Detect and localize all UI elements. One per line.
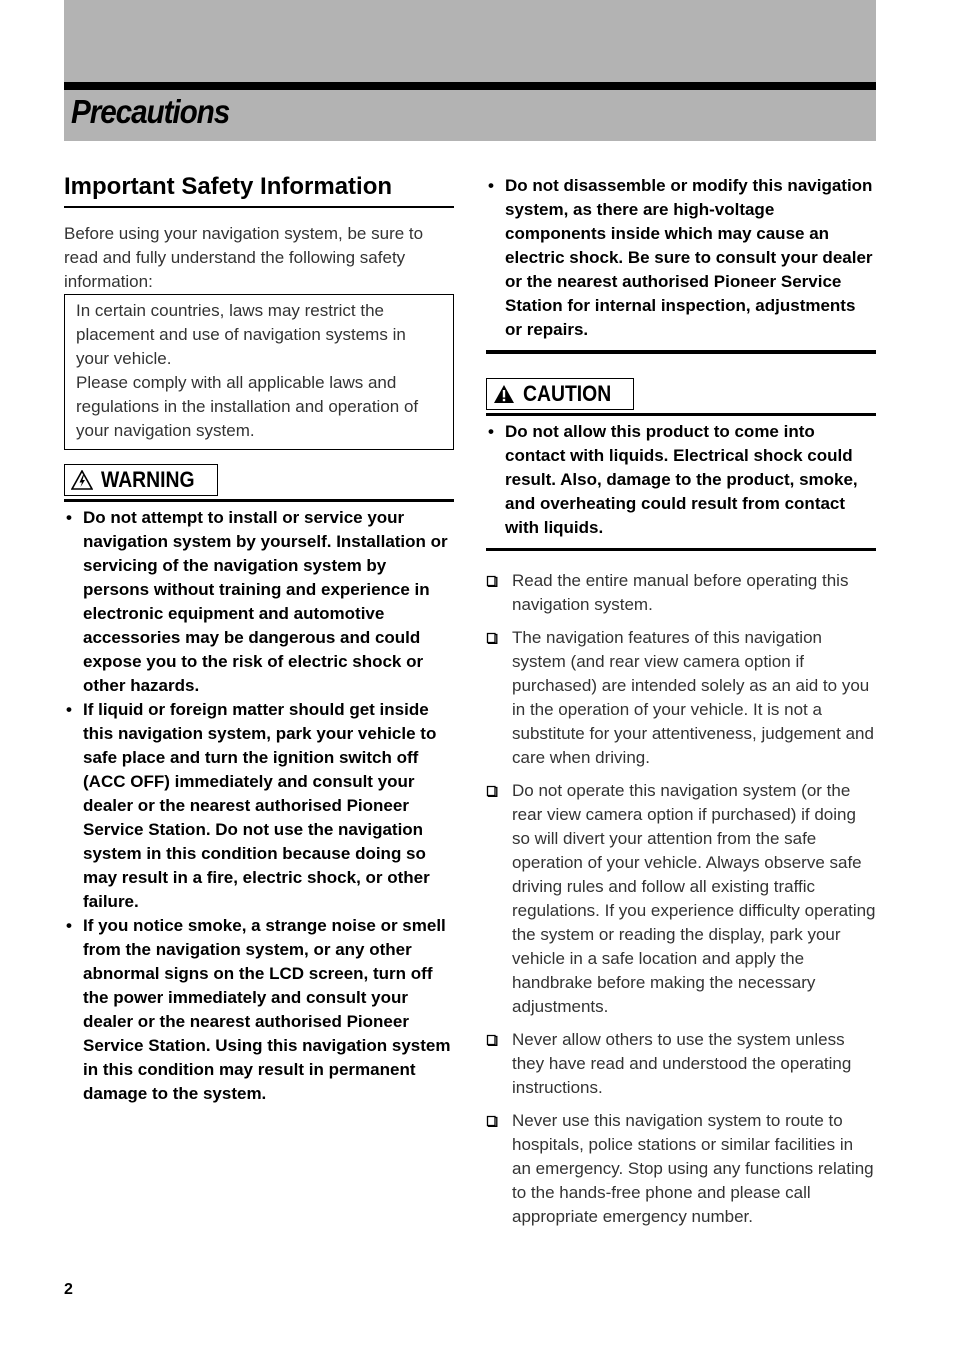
caution-item xyxy=(486,420,876,540)
notice-box xyxy=(64,294,454,450)
warning-item xyxy=(64,914,454,1106)
notes-list xyxy=(486,569,876,1229)
warning-item xyxy=(64,698,454,914)
page-number: 2 xyxy=(64,1281,73,1298)
note-text: Never use this navigation system to route to hospitals, police stations or similar facilities in an emergency. Stop using any functions relating to the hands-free phone and please call appropriate emergency number. xyxy=(512,1111,874,1226)
warning-item-text: Do not disassemble or modify this navigation system, as there are high-voltage components inside which may cause an electric shock. Be sure to consult your dealer or the nearest authorised Pioneer Service Station for internal inspection, adjustments or repairs. xyxy=(505,176,873,339)
warning-header xyxy=(64,464,454,502)
checkbox-bullet-icon xyxy=(486,1115,498,1127)
page-title: Precautions xyxy=(71,93,230,130)
bullet-icon: • xyxy=(66,508,72,527)
checkbox-bullet-icon xyxy=(486,1034,498,1046)
caution-item-text: Do not allow this product to come into contact with liquids. Electrical shock could result. Also, damage to the product, smoke, and overheating could result from contact with liquids. xyxy=(505,422,858,537)
notice-paragraph: In certain countries, laws may restrict the placement and use of navigation systems in your vehicle. xyxy=(76,301,406,368)
intro-text: Before using your navigation system, be sure to read and fully understand the following safety information: xyxy=(64,224,424,291)
right-column xyxy=(486,170,876,1238)
warning-item-text: If liquid or foreign matter should get inside this navigation system, park your vehicle to safe place and turn the ignition switch off (ACC OFF) immediately and consult your dealer or the nearest authorised Pioneer Service Station. Do not use the navigation system in this condition because doing so may result in a fire, electric shock, or other failure. xyxy=(83,700,437,911)
caution-header xyxy=(486,378,876,416)
caution-list xyxy=(486,420,876,540)
note-item xyxy=(486,626,876,770)
note-item xyxy=(486,1028,876,1100)
warning-list-continued xyxy=(486,174,876,342)
caution-triangle-icon xyxy=(493,384,515,404)
note-item xyxy=(486,569,876,617)
warning-end-rule xyxy=(486,350,876,354)
warning-label-text: WARNING xyxy=(101,467,195,492)
warning-triangle-icon xyxy=(71,470,93,490)
warning-item xyxy=(486,174,876,342)
caution-label-text: CAUTION xyxy=(523,381,612,406)
note-text: Never allow others to use the system unless they have read and understood the operating instructions. xyxy=(512,1030,852,1097)
caution-section xyxy=(486,420,876,551)
note-item xyxy=(486,779,876,1019)
warning-list xyxy=(64,506,454,1106)
checkbox-bullet-icon xyxy=(486,785,498,797)
note-text: Read the entire manual before operating this navigation system. xyxy=(512,571,849,614)
checkbox-bullet-icon xyxy=(486,632,498,644)
warning-item xyxy=(64,506,454,698)
bullet-icon: • xyxy=(488,422,494,441)
left-column xyxy=(64,170,454,1106)
note-text: The navigation features of this navigation system (and rear view camera option if purchased) are intended solely as an aid to you in the operation of your vehicle. It is not a substitute for your attentiveness, judgement and care when driving. xyxy=(512,628,874,767)
note-text: Do not operate this navigation system (or the rear view camera option if purchased) if doing so will divert your attention from the safe operation of your vehicle. Always observe safe driving rules and follow all existing traffic regulations. If you experience difficulty operating the system or reading the display, park your vehicle in a safe location and apply the handbrake before making the necessary adjustments. xyxy=(512,781,876,1016)
warning-label xyxy=(64,464,218,496)
bullet-icon: • xyxy=(488,176,494,195)
bullet-icon: • xyxy=(66,700,72,719)
checkbox-bullet-icon xyxy=(486,575,498,587)
caution-label xyxy=(486,378,634,410)
bullet-icon: • xyxy=(66,916,72,935)
header-rule xyxy=(64,82,876,90)
note-item xyxy=(486,1109,876,1229)
section-heading: Important Safety Information xyxy=(64,170,454,208)
notice-paragraph: Please comply with all applicable laws and regulations in the installation and operation of your navigation system. xyxy=(76,373,419,440)
warning-item-text: Do not attempt to install or service your navigation system by yourself. Installation or servicing of the navigation system by persons without training and experience in electronic equipment and automotive accessories may be dangerous and could expose you to the risk of electric shock or other hazards. xyxy=(83,508,448,695)
warning-item-text: If you notice smoke, a strange noise or smell from the navigation system, or any other abnormal signs on the LCD screen, turn off the power immediately and consult your dealer or the nearest authorised Pioneer Service Station. Using this navigation system in this condition may result in permanent damage to the system. xyxy=(83,916,451,1103)
